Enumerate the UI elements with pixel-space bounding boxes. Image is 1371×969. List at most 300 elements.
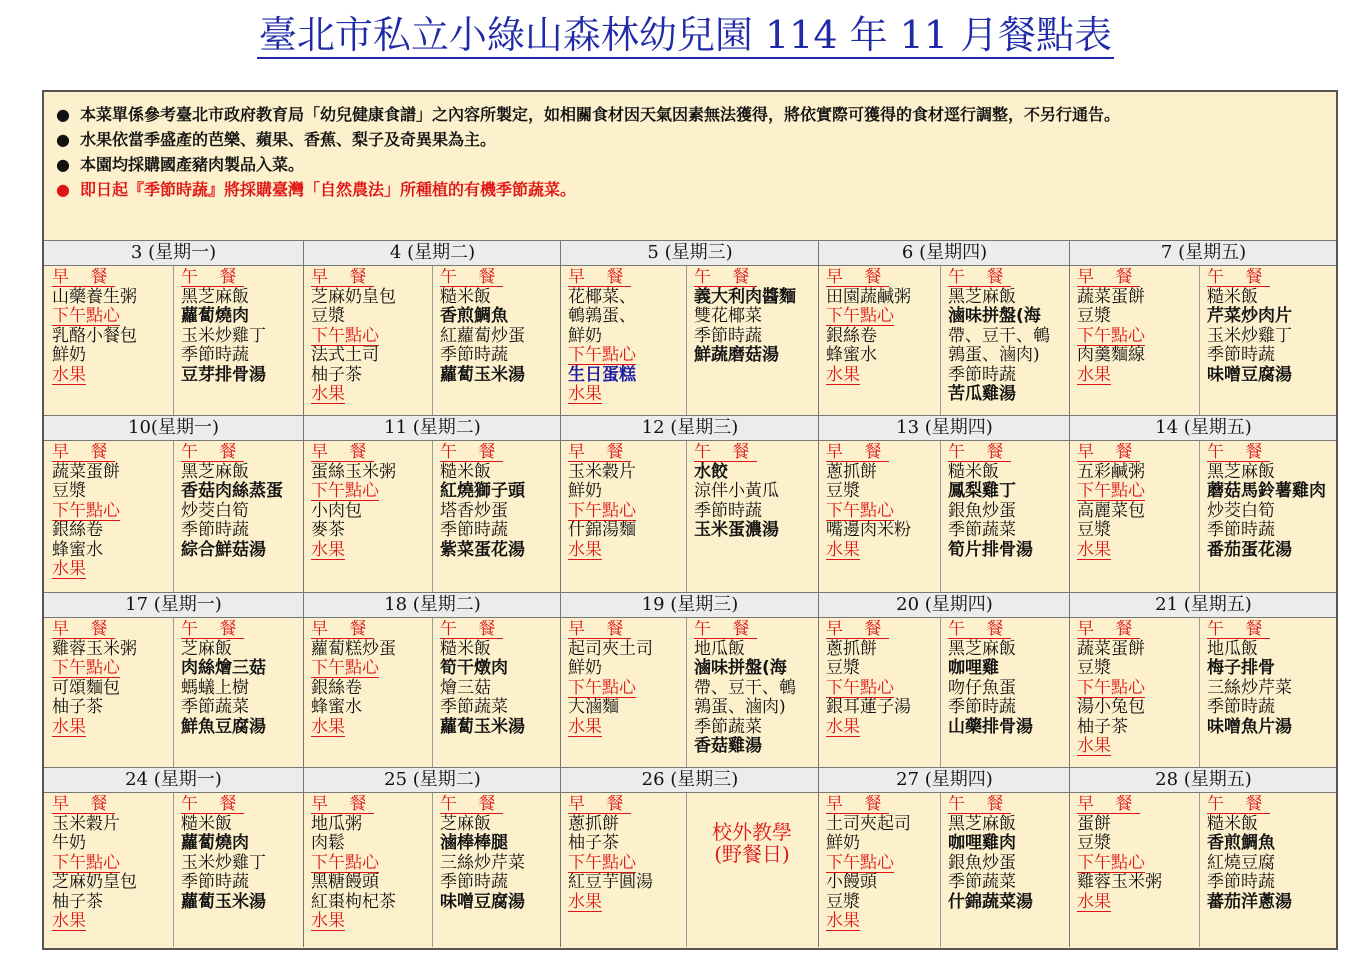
- menu-item: 燴三菇: [440, 677, 491, 698]
- menu-item: 糙米飯: [440, 638, 491, 659]
- meal-label: 早 餐: [311, 795, 375, 814]
- lunch-column: [432, 620, 560, 767]
- menu-item: 味噌豆腐湯: [440, 891, 525, 912]
- day-header: [560, 767, 818, 793]
- menu-item: 豆漿: [1077, 658, 1111, 678]
- lunch-column: [1199, 795, 1336, 947]
- menu-item: 紅蘿蔔炒蛋: [440, 325, 525, 346]
- menu-item: 季節蔬菜: [694, 716, 762, 737]
- meal-label: 水果: [311, 911, 345, 931]
- menu-item: 季節時蔬: [440, 872, 508, 892]
- day-label: 25 (星期二): [384, 769, 481, 790]
- day-header: [818, 240, 1069, 266]
- day-label: 27 (星期四): [896, 769, 993, 790]
- menu-item: 蘿蔔玉米湯: [440, 716, 525, 737]
- day-header: [818, 767, 1069, 793]
- menu-item: 滷棒棒腿: [440, 833, 508, 853]
- menu-item: 豆漿: [826, 658, 860, 678]
- meal-label: 下午點心: [1077, 481, 1145, 501]
- meal-label: 早 餐: [52, 268, 116, 287]
- meal-label: 早 餐: [1077, 795, 1141, 814]
- menu-item: 鮮奶: [52, 345, 86, 365]
- menu-item: 糙米飯: [440, 286, 491, 307]
- lunch-column: [686, 268, 818, 415]
- menu-item: 鮮奶: [568, 325, 602, 346]
- menu-item: 鮮奶: [826, 833, 860, 853]
- menu-item: 玉米炒雞丁: [1207, 325, 1292, 346]
- menu-item: 法式土司: [311, 345, 379, 365]
- menu-item: 田園蔬鹹粥: [826, 286, 911, 307]
- day-label: 14 (星期五): [1155, 417, 1252, 438]
- breakfast-snack-column: [560, 795, 686, 947]
- week-row: [44, 240, 1336, 415]
- menu-item: 玉米蛋濃湯: [694, 520, 779, 540]
- meal-label: 午 餐: [694, 620, 758, 639]
- lunch-column: [173, 268, 303, 415]
- menu-item: 黑芝麻飯: [181, 286, 249, 307]
- menu-item: 什錦蔬菜湯: [948, 891, 1033, 912]
- menu-item: 玉米炒雞丁: [181, 325, 266, 346]
- day-header: [303, 592, 560, 618]
- week-row: [44, 767, 1336, 947]
- menu-item: 肉鬆: [311, 833, 345, 853]
- meal-label: 下午點心: [1077, 852, 1145, 873]
- meal-label: 早 餐: [568, 620, 632, 639]
- meal-label: 水果: [1077, 736, 1111, 756]
- bullet-icon: ●: [56, 105, 70, 124]
- menu-item: 地瓜飯: [694, 638, 745, 659]
- breakfast-snack-column: [818, 795, 940, 947]
- meal-label: 早 餐: [568, 795, 632, 814]
- menu-item: 三絲炒芹菜: [440, 852, 525, 873]
- menu-item: 季節時蔬: [1207, 697, 1275, 717]
- meal-label: 水果: [311, 384, 345, 404]
- day-label: 18 (星期二): [384, 594, 481, 615]
- menu-item: 季節時蔬: [181, 872, 249, 892]
- menu-item: 蘿蔔燒肉: [181, 833, 249, 853]
- meal-label: 午 餐: [948, 443, 1012, 462]
- day-header: [44, 592, 303, 618]
- menu-item: 高麗菜包: [1077, 500, 1145, 521]
- meal-label: 午 餐: [948, 268, 1012, 287]
- meal-label: 早 餐: [826, 620, 890, 639]
- meal-label: 早 餐: [311, 443, 375, 462]
- day-header: [303, 240, 560, 266]
- meal-label: 下午點心: [568, 500, 636, 521]
- breakfast-snack-column: [44, 268, 173, 415]
- meal-label: 早 餐: [568, 443, 632, 462]
- menu-item: 梅子排骨: [1207, 658, 1275, 678]
- meal-label: 早 餐: [826, 795, 890, 814]
- day-label: 12 (星期三): [641, 417, 739, 438]
- menu-item: 黑芝麻飯: [948, 813, 1016, 834]
- notes-list: [54, 102, 1334, 202]
- meal-label: 水果: [568, 716, 602, 737]
- lunch-column: [173, 443, 303, 592]
- meal-label: 下午點心: [568, 677, 636, 698]
- menu-item: 玉米穀片: [568, 461, 636, 482]
- meal-label: 下午點心: [826, 500, 894, 521]
- menu-item: 肉羹麵線: [1077, 345, 1145, 365]
- field-trip-note: 校外教學 (野餐日): [712, 820, 792, 866]
- menu-item: 豆漿: [52, 481, 86, 501]
- meal-label: 午 餐: [948, 795, 1012, 814]
- menu-item: 鶉蛋、滷肉): [694, 697, 786, 717]
- menu-item: 紅燒獅子頭: [440, 481, 525, 501]
- menu-item: 山藥養生粥: [52, 286, 137, 307]
- day-header: [560, 240, 818, 266]
- note-text: 本菜單係參考臺北市政府教育局「幼兒健康食譜」之內容所製定，如相關食材因天氣因素無法獲得，將依實際可獲得的食材逕行調整，不另行通告。: [80, 105, 1121, 124]
- menu-item: 雙花椰菜: [694, 306, 762, 326]
- menu-item: 玉米穀片: [52, 813, 120, 834]
- day-label: 24 (星期一): [125, 769, 222, 790]
- menu-item: 肉絲燴三菇: [181, 658, 266, 678]
- menu-item: 鮮奶: [568, 658, 602, 678]
- day-label: 3 (星期一): [130, 242, 217, 263]
- menu-item: 豆漿: [1077, 833, 1111, 853]
- breakfast-snack-column: [1069, 443, 1199, 592]
- menu-item: 蜂蜜水: [826, 345, 877, 365]
- menu-item: 義大利肉醬麵: [694, 286, 796, 307]
- menu-item: 季節蔬菜: [181, 697, 249, 717]
- menu-item: 季節時蔬: [181, 345, 249, 365]
- menu-item: 季節時蔬: [694, 500, 762, 521]
- menu-item: 帶、豆干、鵪: [948, 325, 1050, 346]
- menu-item: 紫菜蛋花湯: [440, 539, 525, 560]
- breakfast-snack-column: [1069, 795, 1199, 947]
- breakfast-snack-column: [560, 268, 686, 415]
- day-header: [1069, 767, 1336, 793]
- menu-item: 小肉包: [311, 500, 362, 521]
- menu-item: 蜂蜜水: [311, 697, 362, 717]
- menu-item: 吻仔魚蛋: [948, 677, 1016, 698]
- meal-label: 早 餐: [568, 268, 632, 287]
- menu-item: 小饅頭: [826, 872, 877, 892]
- day-label: 21 (星期五): [1155, 594, 1252, 615]
- menu-item: 黑芝麻飯: [948, 638, 1016, 659]
- menu-item: 地瓜粥: [311, 813, 362, 834]
- menu-item: 豆漿: [1077, 520, 1111, 540]
- menu-item: 豆漿: [826, 891, 860, 912]
- breakfast-snack-column: [303, 268, 432, 415]
- menu-item: 三絲炒芹菜: [1207, 677, 1292, 698]
- menu-item: 季節時蔬: [694, 325, 762, 346]
- menu-item: 玉米炒雞丁: [181, 852, 266, 873]
- menu-item: 黑糖饅頭: [311, 872, 379, 892]
- menu-item: 香菇雞湯: [694, 736, 762, 756]
- meal-label: 水果: [826, 364, 860, 385]
- day-header: [818, 592, 1069, 618]
- menu-item: 咖哩雞: [948, 658, 999, 678]
- meal-label: 午 餐: [181, 620, 245, 639]
- menu-item: 花椰菜、: [568, 286, 636, 307]
- meal-label: 下午點心: [52, 658, 120, 678]
- menu-item: 蔥抓餅: [826, 461, 877, 482]
- day-header: [44, 240, 303, 266]
- meal-label: 午 餐: [440, 268, 504, 287]
- meal-label: 水果: [1077, 539, 1111, 560]
- menu-item: 季節時蔬: [948, 364, 1016, 385]
- menu-item: 牛奶: [52, 833, 86, 853]
- menu-item: 銀絲卷: [311, 677, 362, 698]
- menu-item: 咖哩雞肉: [948, 833, 1016, 853]
- meal-label: 午 餐: [1207, 268, 1271, 287]
- menu-item: 嘴邊肉米粉: [826, 520, 911, 540]
- breakfast-snack-column: [818, 620, 940, 767]
- menu-item: 五彩鹹粥: [1077, 461, 1145, 482]
- meal-label: 水果: [1077, 891, 1111, 912]
- menu-item: 雞蓉玉米粥: [1077, 872, 1162, 892]
- menu-item: 柚子茶: [311, 364, 362, 385]
- bullet-icon: ●: [56, 155, 70, 174]
- menu-item: 季節時蔬: [1207, 872, 1275, 892]
- menu-item: 帶、豆干、鵪: [694, 677, 796, 698]
- lunch-column: [432, 268, 560, 415]
- menu-item: 味噌豆腐湯: [1207, 364, 1292, 385]
- menu-item: 蔥抓餅: [826, 638, 877, 659]
- menu-item: 季節蔬菜: [948, 872, 1016, 892]
- day-label: 4 (星期二): [389, 242, 476, 263]
- menu-item: 味噌魚片湯: [1207, 716, 1292, 737]
- menu-item: 香煎鯛魚: [440, 306, 508, 326]
- day-label: 6 (星期四): [901, 242, 988, 263]
- meal-label: 水果: [826, 539, 860, 560]
- menu-item: 螞蟻上樹: [181, 677, 249, 698]
- menu-item: 蛋餅: [1077, 813, 1111, 834]
- menu-item: 糙米飯: [1207, 813, 1258, 834]
- menu-item: 芝麻飯: [440, 813, 491, 834]
- menu-item: 銀絲卷: [826, 325, 877, 346]
- menu-item: 蔬菜蛋餅: [1077, 286, 1145, 307]
- day-label: 5 (星期三): [647, 242, 733, 263]
- meal-label: 下午點心: [568, 852, 636, 873]
- note-item: [54, 152, 1334, 177]
- bullet-icon: ●: [56, 130, 70, 149]
- meal-label: 早 餐: [1077, 443, 1141, 462]
- meal-label: 水果: [568, 539, 602, 560]
- menu-item: 糙米飯: [181, 813, 232, 834]
- week-row: [44, 592, 1336, 767]
- meal-label: 早 餐: [311, 620, 375, 639]
- menu-item: 豆漿: [826, 481, 860, 501]
- menu-item: 紅棗枸杞茶: [311, 891, 396, 912]
- meal-label: 水果: [52, 716, 86, 737]
- menu-item: 蕃茄洋蔥湯: [1207, 891, 1292, 912]
- meal-divider: [686, 793, 687, 947]
- day-header: [1069, 415, 1336, 441]
- menu-item: 香煎鯛魚: [1207, 833, 1275, 853]
- menu-item: 生日蛋糕: [568, 364, 636, 385]
- menu-item: 柚子茶: [52, 891, 103, 912]
- meal-label: 水果: [826, 716, 860, 737]
- menu-item: 黑芝麻飯: [1207, 461, 1275, 482]
- menu-item: 蛋絲玉米粥: [311, 461, 396, 482]
- page-title: 臺北市私立小綠山森林幼兒園 114 年 11 月餐點表: [258, 13, 1113, 57]
- menu-item: 蔬菜蛋餅: [1077, 638, 1145, 659]
- menu-item: 可頌麵包: [52, 677, 120, 698]
- lunch-column: [940, 795, 1069, 947]
- menu-item: 蘿蔔玉米湯: [440, 364, 525, 385]
- breakfast-snack-column: [303, 443, 432, 592]
- menu-item: 滷味拼盤(海: [948, 306, 1041, 326]
- menu-item: 大滷麵: [568, 697, 619, 717]
- meal-label: 早 餐: [1077, 620, 1141, 639]
- meal-label: 早 餐: [52, 795, 116, 814]
- menu-item: 銀魚炒蛋: [948, 852, 1016, 873]
- menu-item: 塔香炒蛋: [440, 500, 508, 521]
- breakfast-snack-column: [818, 443, 940, 592]
- menu-item: 銀絲卷: [52, 520, 103, 540]
- breakfast-snack-column: [1069, 620, 1199, 767]
- meal-label: 早 餐: [52, 443, 116, 462]
- menu-item: 芝麻奶皇包: [52, 872, 137, 892]
- day-label: 7 (星期五): [1160, 242, 1247, 263]
- menu-item: 香菇肉絲蒸蛋: [181, 481, 283, 501]
- meal-label: 下午點心: [311, 325, 379, 346]
- meal-label: 水果: [52, 364, 86, 385]
- day-label: 20 (星期四): [896, 594, 993, 615]
- day-header: [44, 415, 303, 441]
- menu-item: 季節時蔬: [181, 520, 249, 540]
- bullet-icon: ●: [56, 180, 70, 199]
- meal-label: 水果: [1077, 364, 1111, 385]
- menu-item: 鵪鶉蛋、: [568, 306, 636, 326]
- day-label: 11 (星期二): [384, 417, 481, 438]
- meal-label: 午 餐: [440, 443, 504, 462]
- menu-item: 蜂蜜水: [52, 539, 103, 560]
- day-header: [560, 592, 818, 618]
- menu-item: 炒茭白筍: [181, 500, 249, 521]
- meal-label: 午 餐: [181, 795, 245, 814]
- menu-item: 糙米飯: [948, 461, 999, 482]
- meal-label: 水果: [311, 716, 345, 737]
- meal-label: 下午點心: [311, 658, 379, 678]
- menu-item: 季節時蔬: [440, 520, 508, 540]
- day-label: 17 (星期一): [125, 594, 222, 615]
- lunch-column: [686, 443, 818, 592]
- menu-item: 柚子茶: [1077, 716, 1128, 737]
- meal-label: 水果: [568, 891, 602, 912]
- note-item: [54, 127, 1334, 152]
- menu-item: 季節時蔬: [440, 345, 508, 365]
- menu-item: 芹菜炒肉片: [1207, 306, 1292, 326]
- menu-item: 蘿蔔玉米湯: [181, 891, 266, 912]
- menu-item: 柚子茶: [52, 697, 103, 717]
- meal-label: 午 餐: [1207, 620, 1271, 639]
- note-item: [54, 102, 1334, 127]
- menu-item: 鮮奶: [568, 481, 602, 501]
- meal-label: 下午點心: [52, 500, 120, 521]
- day-header: [44, 767, 303, 793]
- menu-item: 銀魚炒蛋: [948, 500, 1016, 521]
- menu-item: 黑芝麻飯: [948, 286, 1016, 307]
- meal-label: 午 餐: [181, 443, 245, 462]
- menu-item: 鮮魚豆腐湯: [181, 716, 266, 737]
- day-label: 10(星期一): [128, 417, 219, 438]
- meal-label: 早 餐: [52, 620, 116, 639]
- day-header: [303, 767, 560, 793]
- lunch-column: [432, 795, 560, 947]
- breakfast-snack-column: [44, 620, 173, 767]
- note-text: 本園均採購國產豬肉製品入菜。: [80, 155, 305, 174]
- menu-item: 蔬菜蛋餅: [52, 461, 120, 482]
- menu-item: 鮮蔬磨菇湯: [694, 345, 779, 365]
- meal-label: 下午點心: [826, 306, 894, 326]
- meal-label: 午 餐: [1207, 443, 1271, 462]
- meal-label: 下午點心: [311, 481, 379, 501]
- lunch-column: [940, 620, 1069, 767]
- breakfast-snack-column: [44, 443, 173, 592]
- meal-label: 早 餐: [311, 268, 375, 287]
- menu-item: 柚子茶: [568, 833, 619, 853]
- breakfast-snack-column: [44, 795, 173, 947]
- lunch-column: [686, 620, 818, 767]
- menu-item: 鳳梨雞丁: [948, 481, 1016, 501]
- meal-label: 午 餐: [1207, 795, 1271, 814]
- menu-item: 地瓜飯: [1207, 638, 1258, 659]
- menu-item: 蔥抓餅: [568, 813, 619, 834]
- menu-item: 綜合鮮菇湯: [181, 539, 266, 560]
- meal-label: 下午點心: [826, 677, 894, 698]
- breakfast-snack-column: [818, 268, 940, 415]
- menu-item: 蘿蔔糕炒蛋: [311, 638, 396, 659]
- breakfast-snack-column: [303, 795, 432, 947]
- menu-item: 山藥排骨湯: [948, 716, 1033, 737]
- menu-frame: [42, 90, 1338, 950]
- day-label: 26 (星期三): [641, 769, 739, 790]
- breakfast-snack-column: [560, 620, 686, 767]
- meal-label: 下午點心: [826, 852, 894, 873]
- meal-label: 午 餐: [694, 443, 758, 462]
- menu-item: 糙米飯: [440, 461, 491, 482]
- day-header: [818, 415, 1069, 441]
- meal-label: 水果: [52, 559, 86, 579]
- meal-label: 水果: [826, 911, 860, 931]
- day-label: 28 (星期五): [1155, 769, 1252, 790]
- menu-item: 湯小兔包: [1077, 697, 1145, 717]
- menu-item: 季節時蔬: [1207, 520, 1275, 540]
- meal-label: 早 餐: [826, 443, 890, 462]
- menu-item: 豆漿: [1077, 306, 1111, 326]
- day-header: [1069, 592, 1336, 618]
- menu-item: 季節蔬菜: [948, 520, 1016, 540]
- menu-item: 雞蓉玉米粥: [52, 638, 137, 659]
- lunch-column: [173, 795, 303, 947]
- lunch-column: [1199, 268, 1336, 415]
- menu-item: 土司夾起司: [826, 813, 911, 834]
- menu-item: 紅燒豆腐: [1207, 852, 1275, 873]
- meal-label: 午 餐: [948, 620, 1012, 639]
- lunch-column: [432, 443, 560, 592]
- menu-item: 蘑菇馬鈴薯雞肉: [1207, 481, 1326, 501]
- menu-item: 季節時蔬: [1207, 345, 1275, 365]
- day-label: 13 (星期四): [896, 417, 993, 438]
- note-text: 即日起『季節時蔬』將採購臺灣「自然農法」所種植的有機季節蔬菜。: [80, 180, 577, 199]
- menu-item: 蘿蔔燒肉: [181, 306, 249, 326]
- menu-item: 筍片排骨湯: [948, 539, 1033, 560]
- meal-label: 水果: [568, 384, 602, 404]
- menu-item: 水餃: [694, 461, 728, 482]
- menu-item: 紅豆芋圓湯: [568, 872, 653, 892]
- menu-item: 番茄蛋花湯: [1207, 539, 1292, 560]
- meal-label: 下午點心: [1077, 325, 1145, 346]
- lunch-column: [1199, 620, 1336, 767]
- menu-item: 銀耳蓮子湯: [826, 697, 911, 717]
- meal-label: 午 餐: [440, 620, 504, 639]
- day-header: [560, 415, 818, 441]
- menu-item: 筍干燉肉: [440, 658, 508, 678]
- menu-item: 黑芝麻飯: [181, 461, 249, 482]
